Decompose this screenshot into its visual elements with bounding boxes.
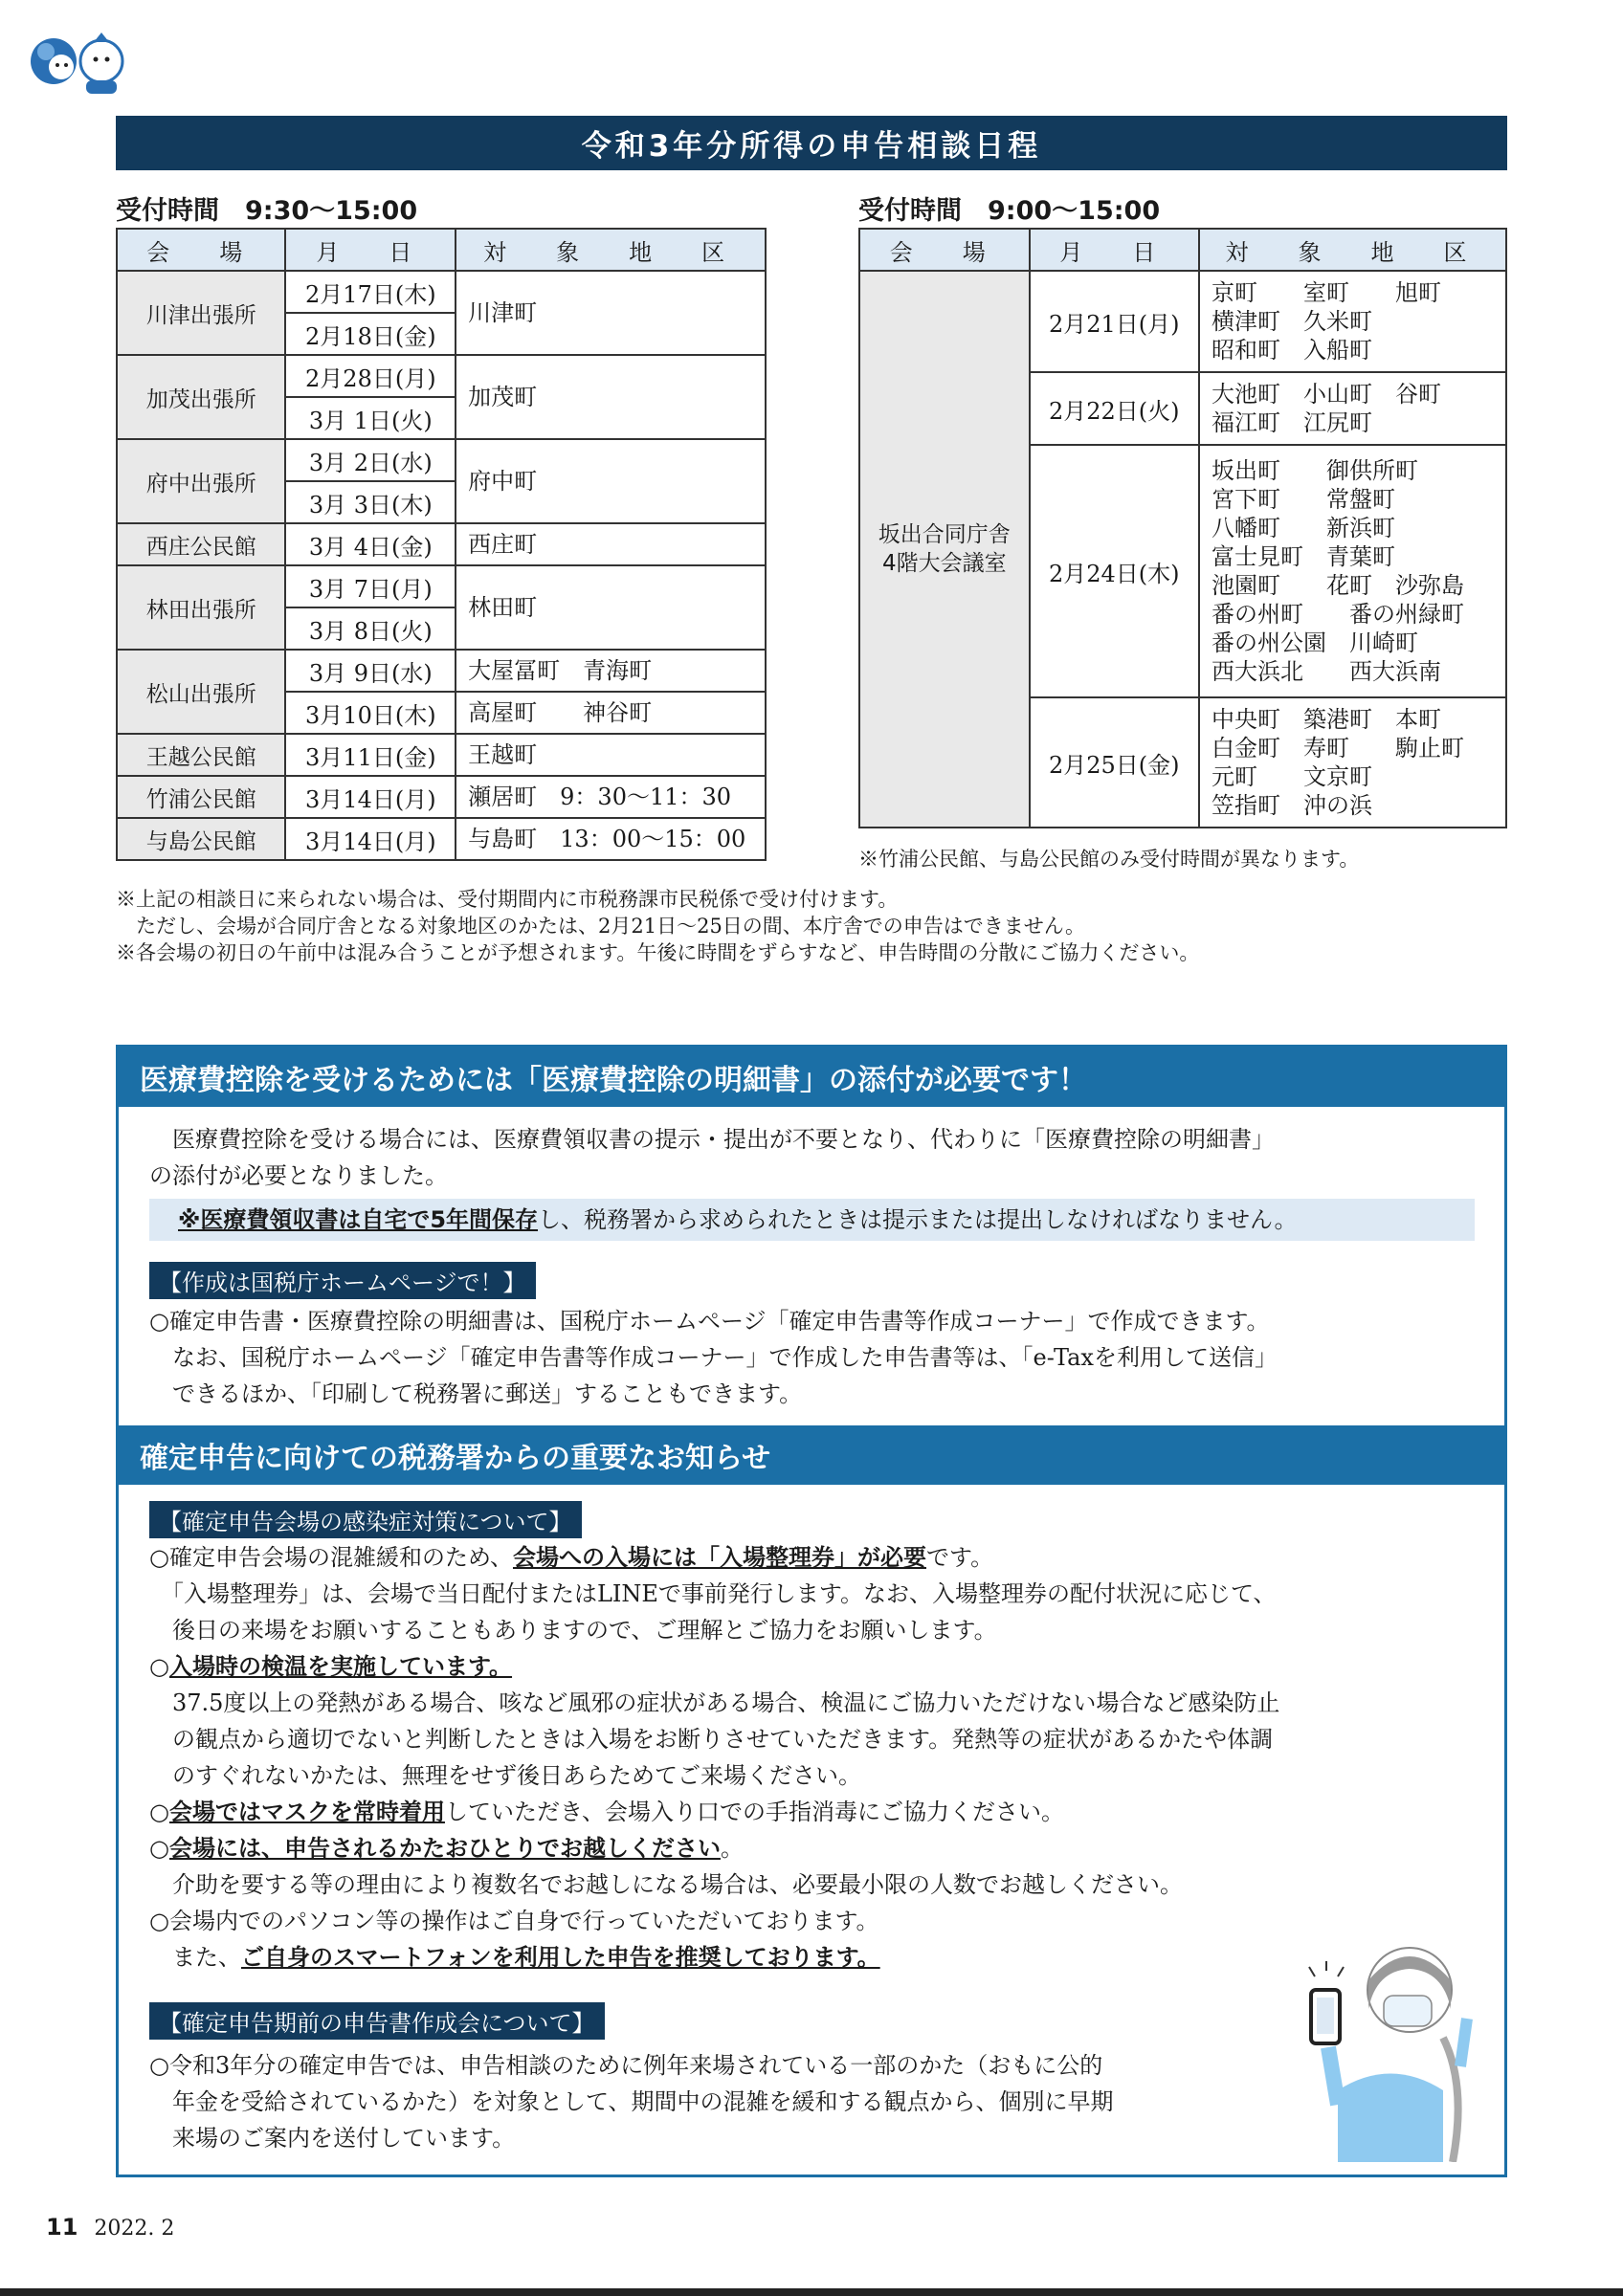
entry-ticket-bold: 会場への入場には「入場整理券」が必要 (512, 1544, 926, 1571)
date-cell: 2月24日(木) (1030, 445, 1199, 697)
date-cell: 3月11日(金) (285, 734, 456, 776)
date-cell: 2月28日(月) (285, 355, 456, 397)
col-header-area: 対 象 地 区 (456, 229, 766, 271)
area-cell: 林田町 (456, 565, 766, 650)
date-cell: 2月21日(月) (1030, 271, 1199, 372)
col-header-area: 対 象 地 区 (1199, 229, 1506, 271)
area-cell: 西庄町 (456, 523, 766, 565)
infection-control-tag: 【確定申告会場の感染症対策について】 (149, 1501, 582, 1538)
venue-cell: 加茂出張所 (117, 355, 285, 439)
come-alone-body: 介助を要する等の理由により複数名でお越しになる場合は、必要最小限の人数でお越しください。 (149, 1871, 1183, 1898)
col-header-venue: 会 場 (859, 229, 1030, 271)
page-footer (46, 2214, 174, 2241)
date-cell: 3月 8日(火) (285, 607, 456, 650)
area-cell: 王越町 (456, 734, 766, 776)
mask-post: していただき、会場入り口での手指消毒にご協力ください。 (444, 1799, 1064, 1825)
col-header-venue: 会 場 (117, 229, 285, 271)
left-schedule-table (116, 228, 767, 861)
smartphone-bold: ご自身のスマートフォンを利用した申告を推奨しております。 (241, 1944, 880, 1971)
mask-line: ○会場ではマスクを常時着用していただき、会場入り口での手指消毒にご協力ください。 (149, 1799, 1064, 1825)
medical-deduction-intro: 医療費控除を受ける場合には、医療費領収書の提示・提出が不要となり、代わりに「医療費控除の明細書」 の添付が必要となりました。 (149, 1126, 1275, 1189)
receipt-storage-bold: ※医療費領収書は自宅で5年間保存 (178, 1206, 539, 1233)
schedule-title: 令和3年分所得の申告相談日程 (116, 116, 1507, 170)
temperature-check-line: ○入場時の検温を実施しています。 (149, 1653, 513, 1680)
date-cell: 2月17日(木) (285, 271, 456, 313)
venue-cell: 竹浦公民館 (117, 776, 285, 818)
venue-cell: 西庄公民館 (117, 523, 285, 565)
pre-filing-session-body: ○令和3年分の確定申告では、申告相談のために例年来場されている一部のかた（おもに公的 年金を受給されているかた）を対象として、期間中の混雑を緩和する観点から、個別に早期 来場のご案内を送付しています。 (149, 2052, 1114, 2152)
area-cell: 川津町 (456, 271, 766, 355)
date-cell: 3月 2日(水) (285, 439, 456, 481)
smartphone-line (149, 1939, 880, 1976)
entry-ticket-body: 「入場整理券」は、会場で当日配付またはLINEで事前発行します。なお、入場整理券の配付状況に応じて、 後日の来場をお願いすることもありますので、ご理解とご協力をお願いします。 (171, 1580, 1277, 1644)
issue-date: 2022. 2 (94, 2217, 175, 2241)
come-alone-post: 。 (720, 1835, 744, 1862)
date-cell: 3月 7日(月) (285, 565, 456, 607)
nta-website-body: ○確定申告書・医療費控除の明細書は、国税庁ホームページ「確定申告書等作成コーナー」で作成できます。 なお、国税庁ホームページ「確定申告書等作成コーナー」で作成した申告書等は、「e-Taxを利用して送信」 できるほか、「印刷して税務署に郵送」することもできます。 (149, 1308, 1278, 1407)
come-alone-line: ○会場には、申告されるかたおひとりでお越しください。 (149, 1835, 744, 1862)
receipt-storage-rest: し、税務署から求められたときは提示または提出しなければなりません。 (538, 1206, 1298, 1233)
medical-deduction-heading: 医療費控除を受けるためには「医療費控除の明細書」の添付が必要です！ (119, 1048, 1504, 1107)
area-cell: 坂出町 御供所町 宮下町 常盤町 八幡町 新浜町 富士見町 青葉町 池園町 花町 沙弥島 番の州町 番の州緑町 番の州公園 川崎町 西大浜北 西大浜南 (1199, 445, 1506, 697)
date-cell: 2月25日(金) (1030, 697, 1199, 828)
area-cell: 大池町 小山町 谷町 福江町 江尻町 (1199, 372, 1506, 445)
date-cell: 3月 9日(水) (285, 650, 456, 692)
entry-ticket-pre: ○確定申告会場の混雑緩和のため、 (149, 1544, 513, 1571)
area-cell: 高屋町 神谷町 (456, 692, 766, 734)
nta-website-tag: 【作成は国税庁ホームページで！】 (149, 1262, 536, 1299)
venue-cell: 川津出張所 (117, 271, 285, 355)
note-line-3: ※各会場の初日の午前中は混み合うことが予想されます。午後に時間をずらすなど、申告時間の分散にご協力ください。 (116, 941, 1200, 964)
temperature-check-bold: 入場時の検温を実施しています。 (168, 1653, 513, 1680)
woman-with-smartphone-illustration (1300, 1923, 1481, 2162)
temperature-check-body: 37.5度以上の発熱がある場合、咳など風邪の症状がある場合、検温にご協力いただけない場合など感染防止 の観点から適切でないと判断したときは入場をお断りさせていただきます。発熱等の症状があるかたや体調 のすぐれないかたは、無理をせず後日あらためてご来場ください。 (171, 1689, 1280, 1789)
receipt-storage-notice (149, 1199, 1475, 1241)
city-mascot-image (27, 29, 134, 98)
tax-office-notice-heading: 確定申告に向けての税務署からの重要なお知らせ (119, 1425, 1504, 1485)
pre-filing-session-tag: 【確定申告期前の申告書作成会について】 (149, 2002, 605, 2040)
date-cell: 3月 3日(木) (285, 481, 456, 523)
date-cell: 3月10日(木) (285, 692, 456, 734)
smartphone-pre: また、 (149, 1944, 241, 1971)
date-cell: 2月22日(火) (1030, 372, 1199, 445)
bottom-rule (0, 2288, 1623, 2296)
date-cell: 2月18日(金) (285, 313, 456, 355)
entry-ticket-line (149, 1539, 993, 1576)
pc-operation-line: ○会場内でのパソコン等の操作はご自身で行っていただいております。 (149, 1908, 879, 1934)
entry-ticket-post: です。 (925, 1544, 994, 1571)
date-cell: 3月14日(月) (285, 776, 456, 818)
note-line-2: ただし、会場が合同庁舎となる対象地区のかたは、2月21日〜25日の間、本庁舎での申告はできません。 (116, 915, 1086, 938)
right-reception-time: 受付時間 9:00〜15:00 (858, 196, 1161, 226)
area-cell: 府中町 (456, 439, 766, 523)
date-cell: 3月14日(月) (285, 818, 456, 860)
col-header-date: 月 日 (1030, 229, 1199, 271)
note-line-1: ※上記の相談日に来られない場合は、受付期間内に市税務課市民税係で受け付けます。 (116, 888, 899, 911)
right-table-note: ※竹浦公民館、与島公民館のみ受付時間が異なります。 (858, 848, 1360, 871)
area-cell: 瀬居町 9：30〜11：30 (456, 776, 766, 818)
come-alone-bold: 会場には、申告されるかたおひとりでお越しください (168, 1835, 721, 1862)
area-cell: 与島町 13：00〜15：00 (456, 818, 766, 860)
date-cell: 3月 4日(金) (285, 523, 456, 565)
venue-cell: 与島公民館 (117, 818, 285, 860)
left-reception-time: 受付時間 9:30〜15:00 (116, 196, 418, 226)
venue-cell: 王越公民館 (117, 734, 285, 776)
venue-cell: 松山出張所 (117, 650, 285, 734)
venue-cell: 坂出合同庁舎 4階大会議室 (859, 271, 1030, 828)
venue-cell: 林田出張所 (117, 565, 285, 650)
col-header-date: 月 日 (285, 229, 456, 271)
date-cell: 3月 1日(火) (285, 397, 456, 439)
tax-info-box (116, 1045, 1507, 2177)
area-cell: 中央町 築港町 本町 白金町 寿町 駒止町 元町 文京町 笠指町 沖の浜 (1199, 697, 1506, 828)
venue-cell: 府中出張所 (117, 439, 285, 523)
area-cell: 京町 室町 旭町 横津町 久米町 昭和町 入船町 (1199, 271, 1506, 372)
page-number: 11 (46, 2214, 78, 2241)
area-cell: 加茂町 (456, 355, 766, 439)
mask-bold: 会場ではマスクを常時着用 (168, 1799, 445, 1825)
area-cell: 大屋冨町 青海町 (456, 650, 766, 692)
right-schedule-table (858, 228, 1507, 828)
